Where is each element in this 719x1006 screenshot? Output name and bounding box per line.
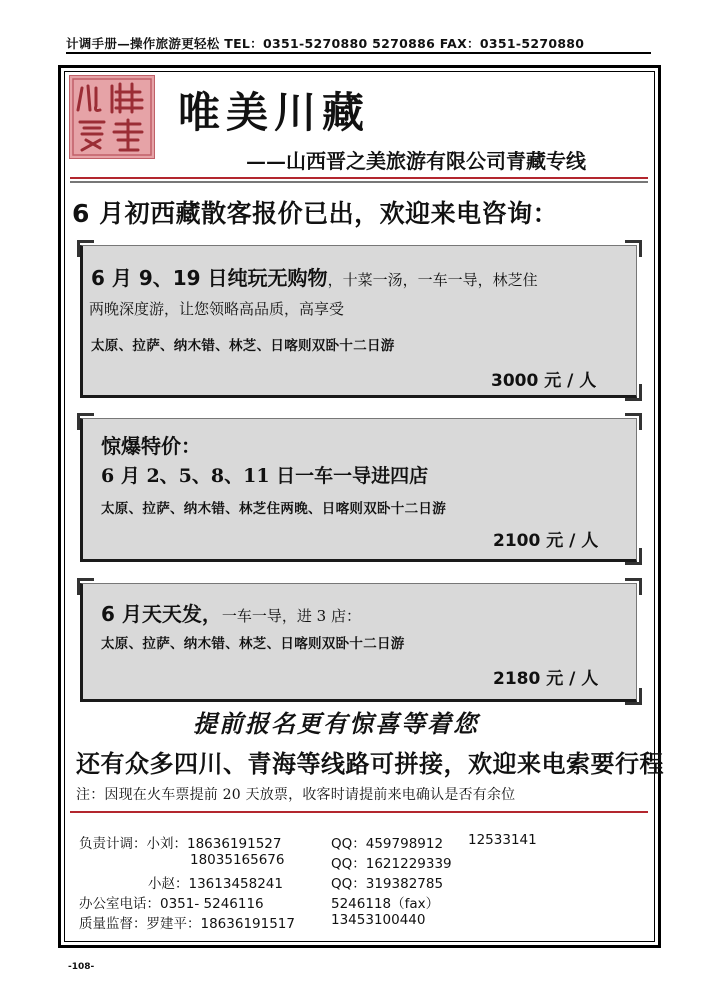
page-number: -108-: [68, 962, 95, 972]
routes-slogan: 还有众多四川、青海等线路可拼接，欢迎来电索要行程: [76, 750, 664, 778]
contact-qq: QQ：1621229339: [331, 856, 452, 872]
company-name: ——山西晋之美旅游有限公司青藏专线: [246, 149, 586, 173]
divider-red-bottom: [70, 811, 648, 813]
brand-title: 唯美川藏: [178, 88, 371, 137]
corner-mark: [625, 548, 642, 565]
offer-price: 3000 元 / 人: [491, 371, 597, 391]
divider-gray: [70, 181, 648, 183]
offer-price: 2180 元 / 人: [493, 669, 599, 689]
brand-logo: [69, 75, 155, 159]
header-bar: 计调手册—操作旅游更轻松 TEL：0351-5270880 5270886 FAX：0351-5270880: [66, 36, 585, 51]
corner-mark: [77, 413, 94, 430]
corner-mark: [625, 578, 642, 595]
offer-desc: 两晚深度游，让您领略高品质，高享受: [89, 300, 345, 318]
offer-route: 太原、拉萨、纳木错、林芝、日喀则双卧十二日游: [91, 338, 395, 354]
offer-card-3: [80, 583, 637, 702]
offer-desc: ，十菜一汤，一车一导，林芝住: [327, 271, 538, 289]
offer-card-2: [80, 418, 637, 562]
corner-mark: [77, 240, 94, 257]
contact-qq: QQ：459798912: [331, 836, 444, 852]
ticket-note: 注：因现在火车票提前 20 天放票，收客时请提前来电确认是否有余位: [76, 787, 516, 803]
corner-mark: [625, 384, 642, 401]
office-fax: 5246118（fax）: [331, 896, 440, 912]
offer-route: 太原、拉萨、纳木错、林芝住两晚、日喀则双卧十二日游: [101, 501, 446, 517]
corner-mark: [625, 413, 642, 430]
header-rule: [66, 52, 651, 54]
corner-mark: [625, 688, 642, 705]
offer-title: 惊爆特价：: [101, 434, 201, 458]
corner-mark: [625, 240, 642, 257]
contact-extra: 12533141: [468, 832, 537, 848]
quality-supervisor: 质量监督：罗建平：18636191517: [79, 916, 295, 932]
offer-subtitle: 6 月 2、5、8、11 日一车一导进四店: [101, 465, 429, 487]
divider-red: [70, 177, 648, 179]
offer-desc: 一车一导，进 3 店：: [221, 607, 361, 625]
corner-mark: [77, 578, 94, 595]
offer-title: 6 月天天发，: [101, 602, 222, 626]
headline: 6 月初西藏散客报价已出，欢迎来电咨询：: [72, 199, 559, 228]
office-phone: 办公室电话：0351- 5246116: [79, 896, 264, 912]
supervisor-phone: 13453100440: [331, 912, 426, 928]
contact-zhao: 小赵：13613458241: [148, 876, 283, 892]
offer-card-1: [80, 245, 637, 398]
contact-phone: 18035165676: [190, 852, 285, 868]
contact-qq: QQ：319382785: [331, 876, 444, 892]
offer-title: 6 月 9、19 日纯玩无购物: [91, 266, 328, 290]
contact-manager: 负责计调：小刘：18636191527: [79, 836, 282, 852]
offer-price: 2100 元 / 人: [493, 531, 599, 551]
promo-slogan: 提前报名更有惊喜等着您: [193, 710, 479, 738]
offer-route: 太原、拉萨、纳木错、林芝、日喀则双卧十二日游: [101, 636, 405, 652]
